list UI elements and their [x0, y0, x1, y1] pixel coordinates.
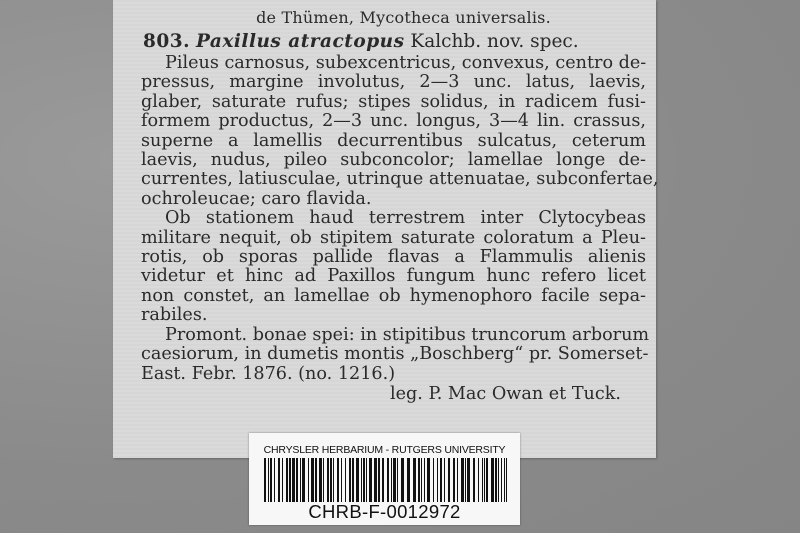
notes-line: Ob stationem haud terrestrem inter Clytocybeas — [165, 208, 646, 229]
barcode-number: CHRB-F-0012972 — [308, 501, 461, 522]
description-line: glaber, saturate rufus; stipes solidus, in radicem fusi- — [141, 91, 646, 112]
description-line: Pileus carnosus, subexcentricus, convexus, centro de- — [165, 53, 647, 73]
label-header: de Thümen, Mycotheca universalis. — [256, 8, 551, 27]
locality-paragraph — [141, 324, 650, 384]
printed-specimen-label — [113, 0, 659, 458]
description-line: ochroleucae; caro flavida. — [141, 188, 372, 209]
barcode-institution: CHRYSLER HERBARIUM - RUTGERS UNIVERSITY — [263, 444, 506, 456]
description-line: superne a lamellis decurrentibus sulcatus, ceterum — [141, 130, 646, 151]
description-line: formem productus, 2—3 unc. longus, 3—4 lin. crassus, — [141, 111, 646, 132]
description-line: laevis, nudus, pileo subconcolor; lamellae longe de- — [141, 150, 646, 171]
description-line: currentes, latiusculae, utrinque attenuatae, subconfertae, — [141, 169, 659, 190]
notes-line: rotis, ob sporas pallide flavas a Flammulis alienis — [141, 247, 646, 268]
description-line: pressus, margine involutus, 2—3 unc. latus, laevis, — [141, 72, 646, 93]
barcode-image — [264, 458, 507, 502]
locality-line: Promont. bonae spei: in stipitibus truncorum arborum — [165, 324, 650, 345]
description-paragraph — [141, 53, 659, 209]
species-title — [143, 30, 646, 54]
locality-line: caesiorum, in dumetis montis „Boschberg“ pr. Somerset- — [141, 344, 649, 365]
species-name: Paxillus atractopus — [195, 31, 405, 52]
notes-line: militare nequit, ob stipitem saturate coloratum a Pleu- — [141, 227, 646, 248]
barcode-label — [249, 433, 520, 525]
species-authority: Kalchb. nov. spec. — [410, 31, 579, 52]
exsiccata-number: 803. — [143, 31, 191, 52]
notes-line: videtur et hinc ad Paxillos fungum hunc refero licet — [141, 266, 646, 287]
notes-paragraph — [141, 209, 646, 325]
collector-line: leg. P. Mac Owan et Tuck. — [389, 383, 621, 404]
notes-line: non constet, an lamellae ob hymenophoro facile sepa- — [141, 285, 646, 306]
locality-line: East. Febr. 1876. (no. 1216.) — [141, 363, 396, 384]
notes-line: rabiles. — [141, 305, 208, 326]
